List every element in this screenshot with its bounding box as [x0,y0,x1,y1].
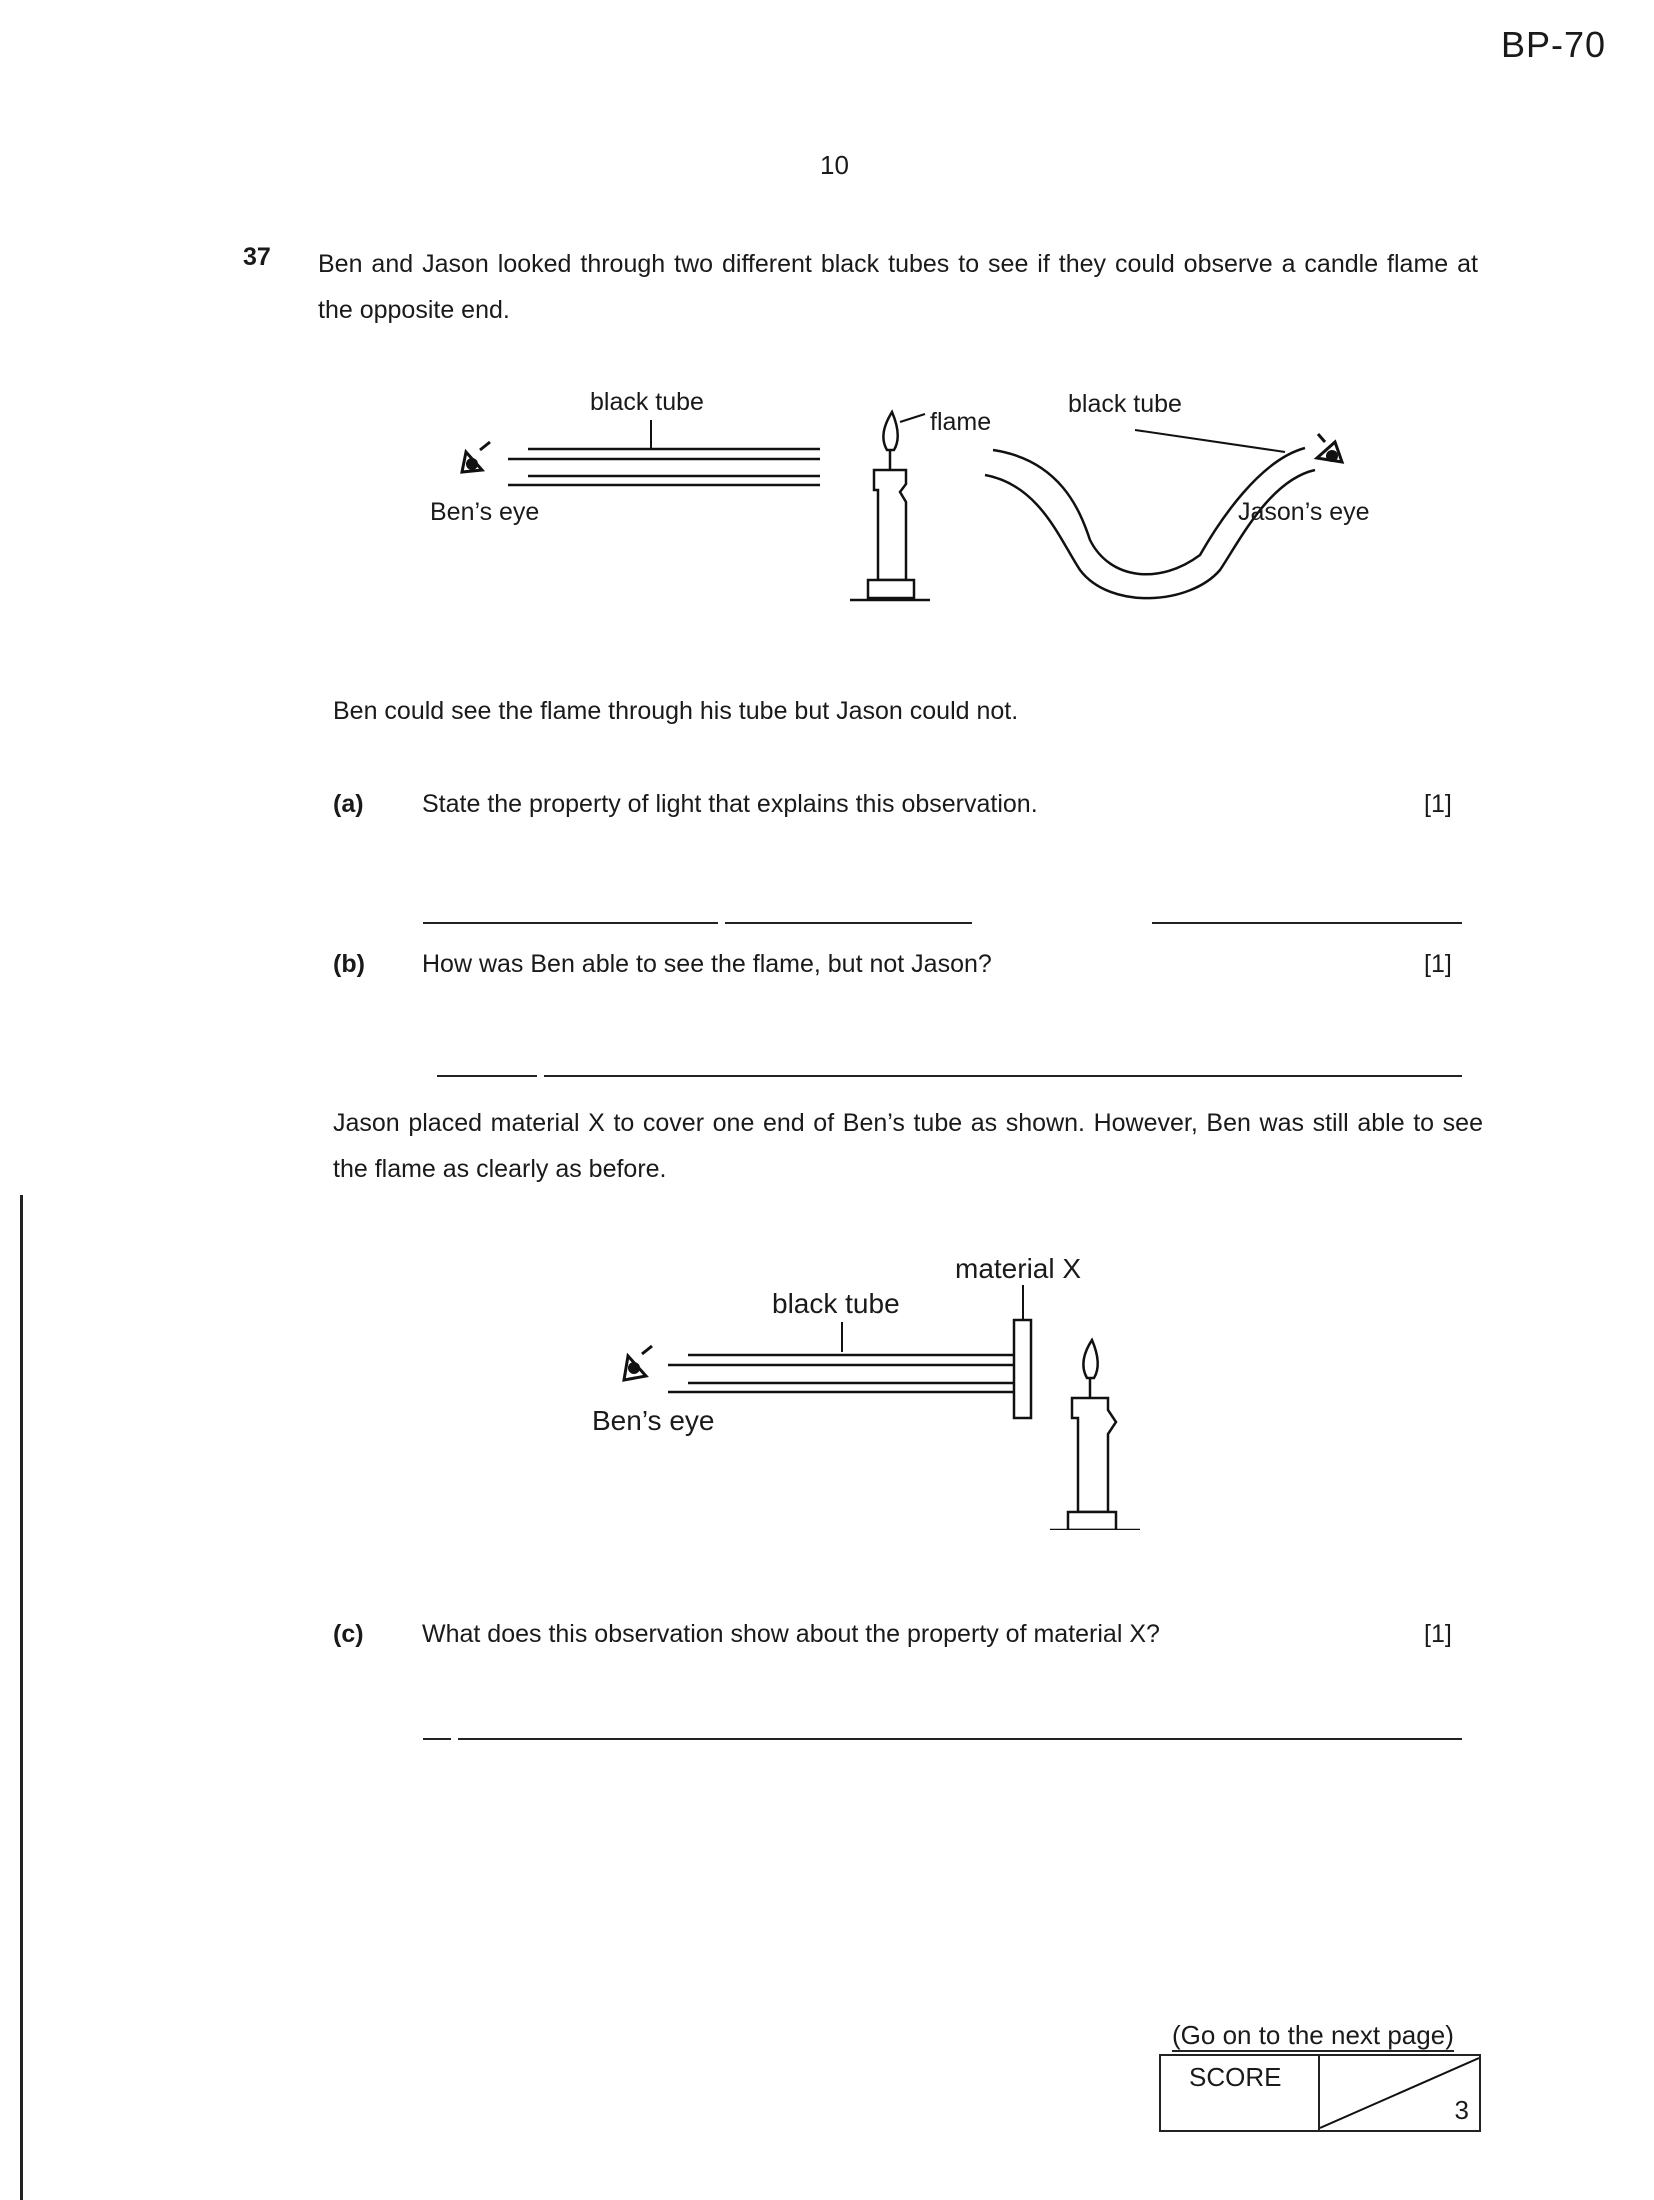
answer-line-c1[interactable] [423,1738,451,1740]
bens-eye-icon [462,442,490,472]
part-b-question: How was Ben able to see the flame, but not Jason? [422,950,992,978]
score-box [1159,2054,1481,2132]
binding-margin-line [20,1195,23,2200]
label-flame: flame [930,408,992,436]
material-x-sheet [1014,1320,1031,1418]
label-black-tube-left: black tube [590,388,704,416]
answer-line-b2[interactable] [544,1075,1462,1077]
label-bens-eye: Ben’s eye [430,498,540,526]
part-a-question: State the property of light that explains this observation. [422,790,1038,818]
answer-line-a2[interactable] [725,922,972,924]
part-c-label: (c) [333,1620,364,1648]
go-on-text: (Go on to the next page) [1172,2020,1454,2050]
go-on-note [1172,2020,1454,2051]
page-number: 10 [820,150,849,180]
part-b-label: (b) [333,950,365,978]
straight-black-tube [668,1355,1015,1392]
candle-icon [1050,1340,1140,1530]
label-jasons-eye: Jason’s eye [1238,498,1370,526]
label-bens-eye: Ben’s eye [592,1405,715,1436]
score-label: SCORE [1189,2062,1282,2092]
observation-1: Ben could see the flame through his tube but Jason could not. [333,697,1019,725]
part-b-marks: [1] [1424,950,1452,978]
straight-black-tube [508,420,820,485]
answer-line-c2[interactable] [458,1738,1462,1740]
bens-eye-icon [624,1346,652,1380]
question-number: 37 [243,243,271,271]
score-label-cell [1161,2056,1320,2130]
label-black-tube-right: black tube [1068,390,1182,418]
part-c-marks: [1] [1424,1620,1452,1648]
answer-line-a3[interactable] [1152,922,1462,924]
answer-line-b1[interactable] [437,1075,537,1077]
figure-tubes-and-candle [400,380,1420,640]
document-code: BP-70 [1500,24,1606,65]
observation-2: Jason placed material X to cover one end of Ben’s tube as shown. However, Ben was still able to see the flame as clearly as before. [333,1109,1483,1183]
candle-icon [850,412,930,600]
part-a-marks: [1] [1424,790,1452,818]
jasons-eye-icon [1317,434,1342,462]
figure-material-x [570,1240,1190,1530]
answer-line-a1[interactable] [423,922,718,924]
question-text: Ben and Jason looked through two different black tubes to see if they could observe a candle flame at the opposite end. [318,250,1478,324]
score-max: 3 [1454,2095,1469,2125]
label-material-x: material X [955,1253,1082,1284]
part-a-label: (a) [333,790,364,818]
label-black-tube: black tube [772,1288,900,1319]
part-c-question: What does this observation show about the property of material X? [422,1620,1160,1648]
